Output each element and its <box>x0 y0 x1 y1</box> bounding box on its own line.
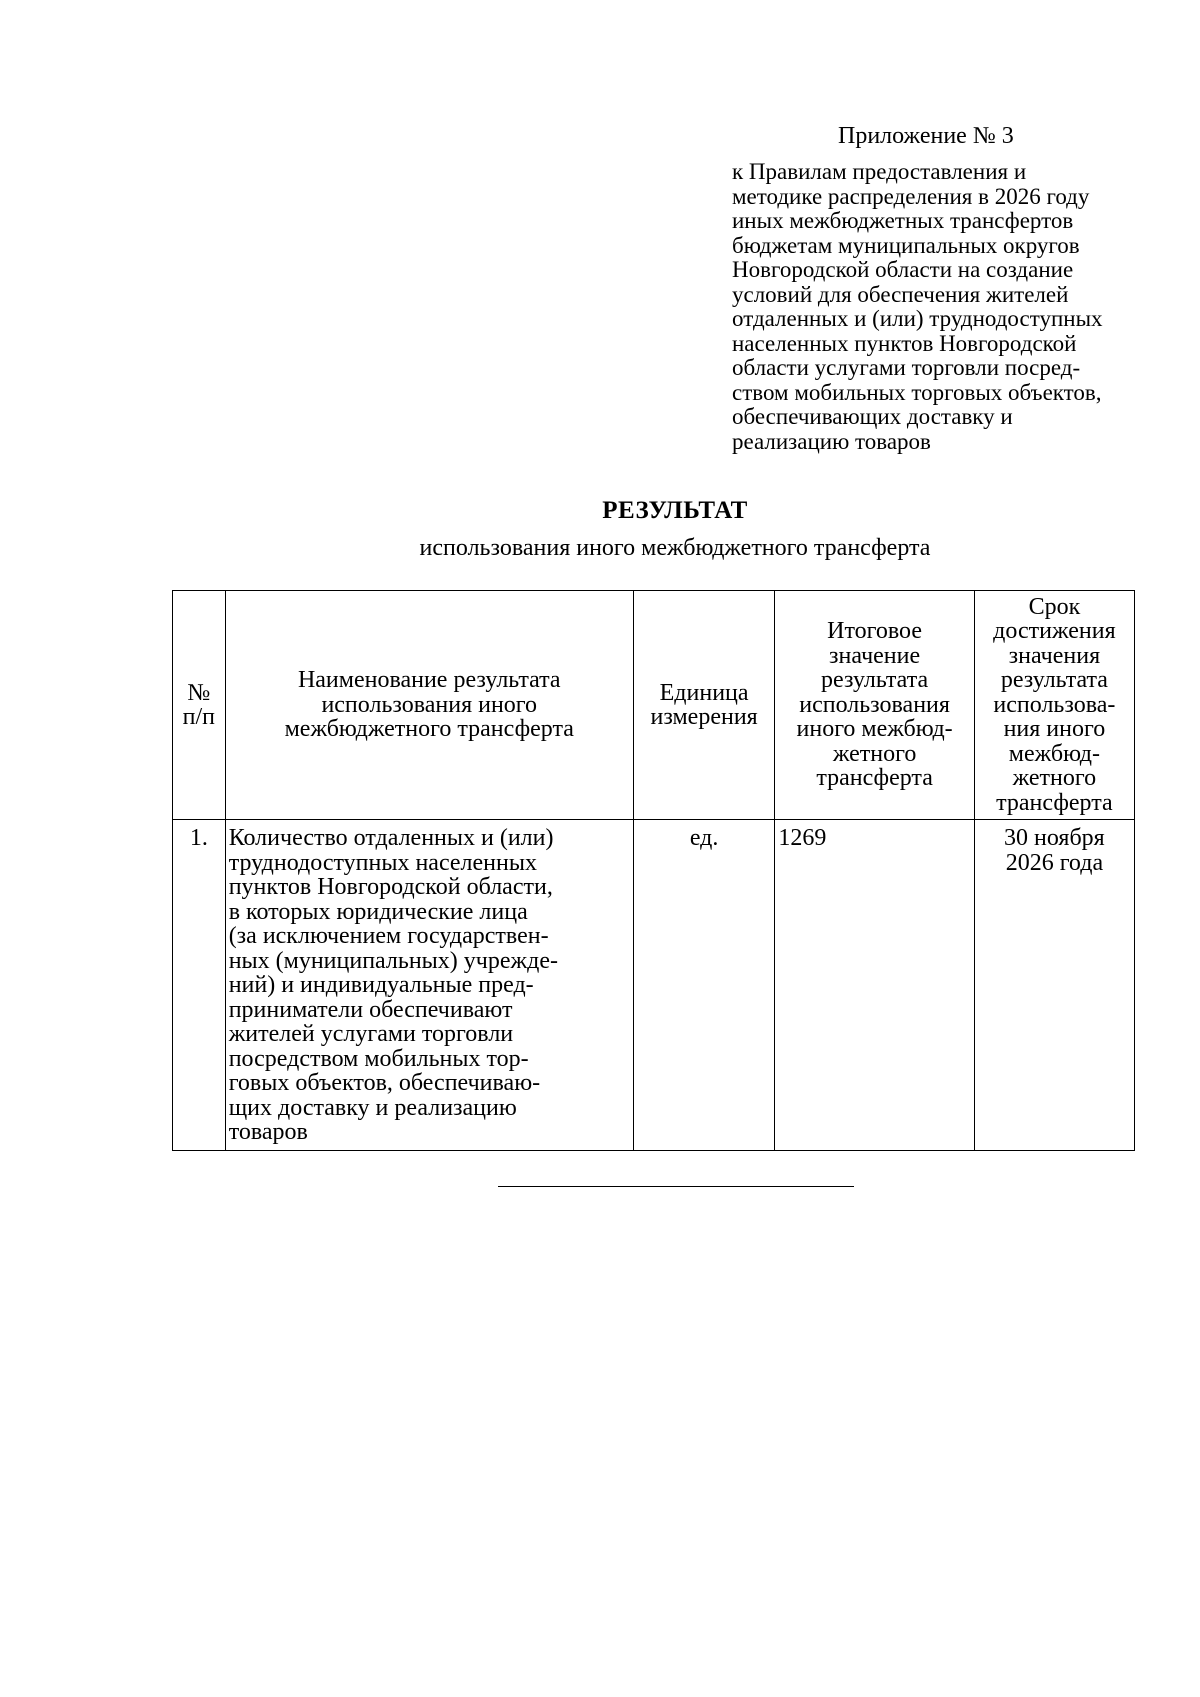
appendix-line: обеспечивающих доставку и <box>732 404 1013 429</box>
appendix-line: отдаленных и (или) труднодоступных <box>732 306 1103 331</box>
appendix-line: иных межбюджетных трансфертов <box>732 208 1074 233</box>
row-unit: ед. <box>633 820 775 1151</box>
header-num: № п/п <box>173 591 226 820</box>
header-unit: Единица измерения <box>633 591 775 820</box>
row-value: 1269 <box>775 820 974 1151</box>
row-deadline: 30 ноября 2026 года <box>974 820 1134 1151</box>
appendix-line: условий для обеспечения жителей <box>732 281 1069 307</box>
table-header-row <box>173 591 1135 820</box>
appendix-description <box>732 160 1172 454</box>
closing-divider <box>498 1186 854 1187</box>
document-title: РЕЗУЛЬТАТ <box>602 497 748 524</box>
appendix-line: ством мобильных торговых объектов, <box>732 379 1102 405</box>
appendix-line: Новгородской области на создание <box>732 257 1074 282</box>
table-row <box>173 820 1135 1151</box>
appendix-title: Приложение № 3 <box>838 123 1014 149</box>
row-result-name: Количество отдаленных и (или) труднодоступных населенных пунктов Новгородской области, в которых юридические лица (за исключением государствен- ных (муниципальных) учрежде- ний) и индивидуальные пред- приниматели обеспечивают жителей услугами торговли посредством мобильных тор- говых объектов, обеспечиваю- щих доставку и реализацию товаров <box>225 820 633 1151</box>
header-value: Итоговое значение результата использования иного межбюд- жетного трансферта <box>775 591 974 820</box>
row-number: 1. <box>173 820 226 1151</box>
appendix-line: населенных пунктов Новгородской <box>732 330 1077 356</box>
appendix-line: методике распределения в 2026 году <box>732 183 1090 209</box>
appendix-line: к Правилам предоставления и <box>732 159 1027 184</box>
appendix-line: области услугами торговли посред- <box>732 355 1081 380</box>
appendix-line: реализацию товаров <box>732 428 931 454</box>
document-subtitle: использования иного межбюджетного трансферта <box>419 535 931 561</box>
header-name: Наименование результата использования иного межбюджетного трансферта <box>225 591 633 820</box>
result-table <box>172 590 1135 1151</box>
appendix-line: бюджетам муниципальных округов <box>732 232 1080 258</box>
header-date: Срок достижения значения результата использова- ния иного межбюд- жетного трансферта <box>974 591 1134 820</box>
